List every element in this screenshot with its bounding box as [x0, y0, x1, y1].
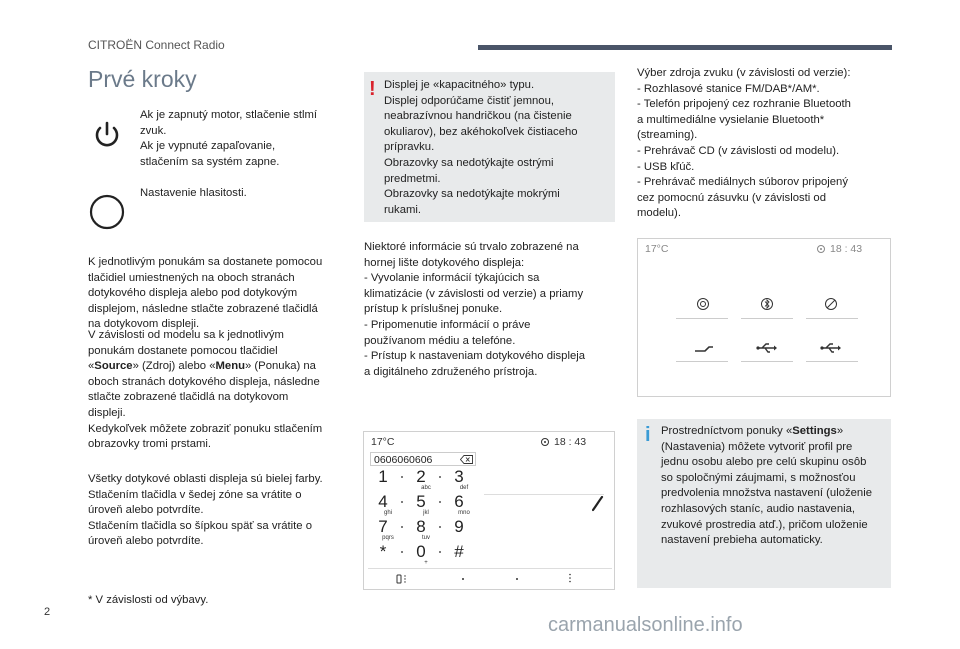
dial-key-letters: jkl [423, 510, 429, 516]
temperature-label: 17°C [645, 243, 669, 255]
warning-icon: ! [369, 78, 376, 100]
usb-icon[interactable] [756, 342, 778, 354]
dial-key[interactable] [406, 468, 436, 492]
col2-paragraph-1: Niektoré informácie sú trvalo zobrazené na hornej lište dotykového displeja: - Vyvolanie informácií týkajúcich sa klimatizácie (v závislosti od verzie) a priamy prístup k príslušnej ponuke. - Pripomenutie informácií o práve používanom médiu a telefóne. - Prístup k nastaveniam dotykového displeja a digitálneho združeného prístroja. [364, 241, 586, 378]
settings-icon [816, 244, 826, 254]
dial-key-letters: def [459, 485, 469, 491]
bottom-dot-2[interactable] [516, 578, 518, 580]
keypad-divider [484, 494, 604, 495]
dial-key-letters: abc [421, 485, 431, 491]
dial-keypad [368, 468, 480, 568]
phone-menu-icon[interactable] [396, 574, 408, 584]
power-icon [89, 117, 125, 153]
col3-paragraph-1: Výber zdroja zvuku (v závislosti od verzie): - Rozhlasové stanice FM/DAB*/AM*. - Telefón pripojený cez rozhranie Bluetooth a multimediálne vysielanie Bluetooth* (streaming). - Prehrávač CD (v závislosti od modelu). - USB kľúč. - Prehrávač mediálnych súborov pripojený cez pomocnú zásuvku (v závislosti od modelu). [637, 67, 851, 220]
dial-key-letters: + [424, 560, 428, 566]
cd-underline [806, 318, 858, 319]
dial-key[interactable] [444, 468, 474, 492]
dial-key-digit: 7 [378, 517, 388, 536]
keypad-separator-dot [401, 501, 403, 503]
radio-underline [676, 318, 728, 319]
dial-key-letters: ghi [383, 510, 392, 516]
volume-knob-icon [89, 194, 125, 230]
keypad-separator-dot [401, 526, 403, 528]
dial-key[interactable] [368, 543, 398, 567]
bottom-divider [368, 568, 612, 569]
backspace-icon[interactable] [460, 455, 473, 464]
dial-key-digit: 9 [454, 517, 464, 536]
clock-label: 18 : 43 [554, 436, 587, 448]
info-text: Prostredníctvom ponuky «Settings» (Nastavenia) môžete vytvoriť profil pre jednu osobu alebo pre celú skupinu osôb so spoločnými záujmami, s možnosťou predvolenia množstva nastavení (uloženie rozhlasových staníc, audio nastavenia, zvukové prostredia atď.), pričom uloženie nastavení prebieha automaticky. [661, 425, 873, 547]
keypad-separator-dot [439, 501, 441, 503]
cd-icon[interactable] [824, 297, 838, 311]
dial-key[interactable] [368, 518, 398, 542]
dial-key-letters: pqrs [382, 535, 394, 541]
dial-key[interactable] [406, 493, 436, 517]
dial-key-letters: tuv [421, 535, 430, 541]
col1-paragraph-1: K jednotlivým ponukám sa dostanete pomocou tlačidiel umiestnených na oboch stranách dotykového displeja alebo pod dotykovým displejom, následne stlačte zobrazené tlačidlá na dotykovom displeji. [88, 256, 323, 331]
dial-key-digit: 0 [416, 542, 426, 561]
bluetooth-icon[interactable] [760, 297, 774, 311]
phone-dialer-screen [363, 431, 615, 590]
dial-key-digit: 6 [454, 492, 464, 511]
header-bar [478, 45, 892, 50]
dial-key[interactable] [406, 518, 436, 542]
aux-underline [676, 361, 728, 362]
page-title: Prvé kroky [88, 66, 197, 92]
dial-key-letters: mno [458, 510, 470, 516]
col1-paragraph-2: V závislosti od modelu sa k jednotlivým ponukám dostanete pomocou tlačidiel «Source» (Zdroj) alebo «Menu» (Ponuka) na oboch stranách dotykového displeja, následne stlačte zobrazené tlačidlá na dotykovom displeji. Kedykoľvek môžete zobraziť ponuku stlačením obrazovky tromi prstami. [88, 329, 323, 451]
header-title: CITROËN Connect Radio [88, 38, 225, 52]
footnote: * V závislosti od výbavy. [88, 594, 209, 606]
keypad-separator-dot [401, 476, 403, 478]
clock-label: 18 : 43 [830, 243, 863, 255]
dial-key-digit: 3 [454, 467, 464, 486]
dial-key-digit: 4 [378, 492, 388, 511]
keypad-separator-dot [439, 526, 441, 528]
dial-key[interactable] [444, 543, 474, 567]
radio-icon[interactable] [696, 297, 710, 311]
keypad-separator-dot [439, 551, 441, 553]
temperature-label: 17°C [371, 436, 395, 448]
dial-key[interactable] [406, 543, 436, 567]
dial-key-digit: 8 [416, 517, 426, 536]
keypad-separator-dot [401, 551, 403, 553]
dial-key[interactable] [444, 518, 474, 542]
media-source-screen [637, 238, 891, 397]
dial-key-digit: 2 [416, 467, 426, 486]
warning-text: Displej je «kapacitného» typu. Displej odporúčame čistiť jemnou, neabrazívnou handričkou (na čistenie okuliarov), bez akéhokoľvek čistiaceho prípravku. Obrazovky sa nedotýkajte ostrými predmetmi. Obrazovky sa nedotýkajte mokrými rukami. [384, 79, 578, 216]
more-options-icon[interactable] [568, 573, 572, 583]
bluetooth-underline [741, 318, 793, 319]
dial-key-digit: # [454, 542, 464, 561]
keypad-separator-dot [439, 476, 441, 478]
dial-key[interactable] [368, 468, 398, 492]
settings-icon [540, 437, 550, 447]
dial-number-field[interactable]: 0606060606 [370, 452, 476, 466]
volume-description: Nastavenie hlasitosti. [140, 187, 247, 199]
usb-media-icon[interactable] [820, 342, 842, 354]
page-number: 2 [44, 606, 51, 618]
bottom-dot-1[interactable] [462, 578, 464, 580]
usb-underline [741, 361, 793, 362]
usb-media-underline [806, 361, 858, 362]
dial-key[interactable] [368, 493, 398, 517]
dial-key[interactable] [444, 493, 474, 517]
dial-key-digit: * [379, 542, 387, 561]
dial-key-digit: 1 [378, 467, 388, 486]
dial-key-digit: 5 [416, 492, 426, 511]
info-icon: i [645, 424, 651, 446]
col1-paragraph-3: Všetky dotykové oblasti displeja sú bielej farby. Stlačením tlačidla v šedej zóne sa vrátite o úroveň alebo potvrdíte. Stlačením tlačidla so šípkou späť sa vrátite o úroveň alebo potvrdíte. [88, 473, 323, 548]
watermark: carmanualsonline.info [548, 614, 743, 636]
call-handset-icon[interactable] [592, 496, 604, 512]
power-description: Ak je zapnutý motor, stlačenie stlmí zvuk. Ak je vypnuté zapaľovanie, stlačením sa systém zapne. [140, 109, 318, 168]
aux-jack-icon[interactable] [694, 343, 714, 353]
